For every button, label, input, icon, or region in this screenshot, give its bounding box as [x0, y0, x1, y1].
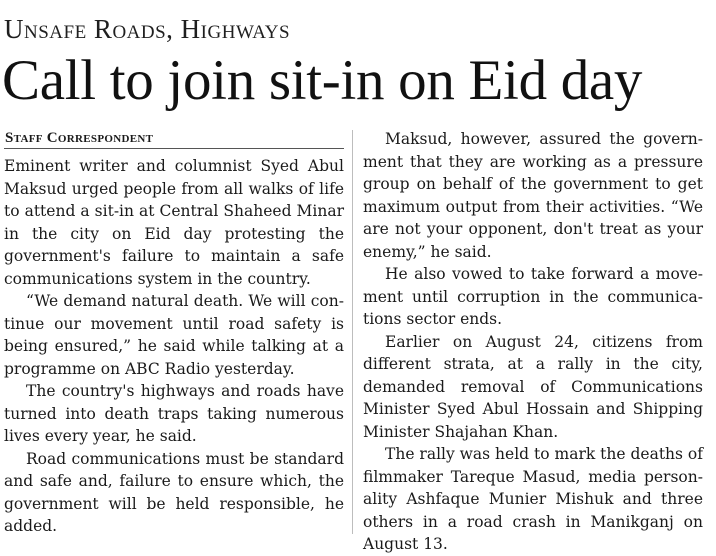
article-paragraph: “We demand natural death. We will continue our movement until road safety is being ensured,” he said while talking at a programme on ABC Radio yesterday.	[4, 292, 344, 378]
article-paragraph: Eminent writer and columnist Syed Abul Maksud urged people from all walks of life to attend a sit-in at Central Shaheed Minar in the city on Eid day protesting the government's failure to maintain a safe communications system in the country.	[4, 157, 344, 288]
article-paragraph: He also vowed to take forward a movement until corruption in the communications sector ends.	[363, 265, 703, 328]
article-paragraph: Road communications must be standard and safe and, failure to ensure which, the government will be held responsible, he added.	[4, 449, 344, 535]
article-byline: Staff Correspondent	[4, 128, 344, 149]
article-paragraph: Maksud, however, assured the government that they are working as a pressure group on behalf of the government to get maximum output from their activities. “We are not your opponent, don't treat as your enemy,” he said.	[363, 130, 703, 261]
article-paragraph: The rally was held to mark the deaths of filmmaker Tareque Masud, media personality Ashfaque Munier Mishuk and three others in a road crash in Manikganj on August 13.	[363, 445, 703, 553]
article-headline: Call to join sit-in on Eid day	[2, 49, 643, 112]
article-paragraph: The country's highways and roads have turned into death traps taking numerous lives every year, he said.	[4, 382, 344, 445]
column-divider	[352, 130, 353, 534]
article-kicker: Unsafe Roads, Highways	[4, 14, 291, 44]
article-paragraph: Earlier on August 24, citizens from different strata, at a rally in the city, demanded removal of Communications Minister Syed Abul Hossain and Shipping Minister Shajahan Khan.	[363, 332, 703, 441]
article-column-left	[4, 128, 344, 538]
article-column-right	[363, 128, 703, 556]
